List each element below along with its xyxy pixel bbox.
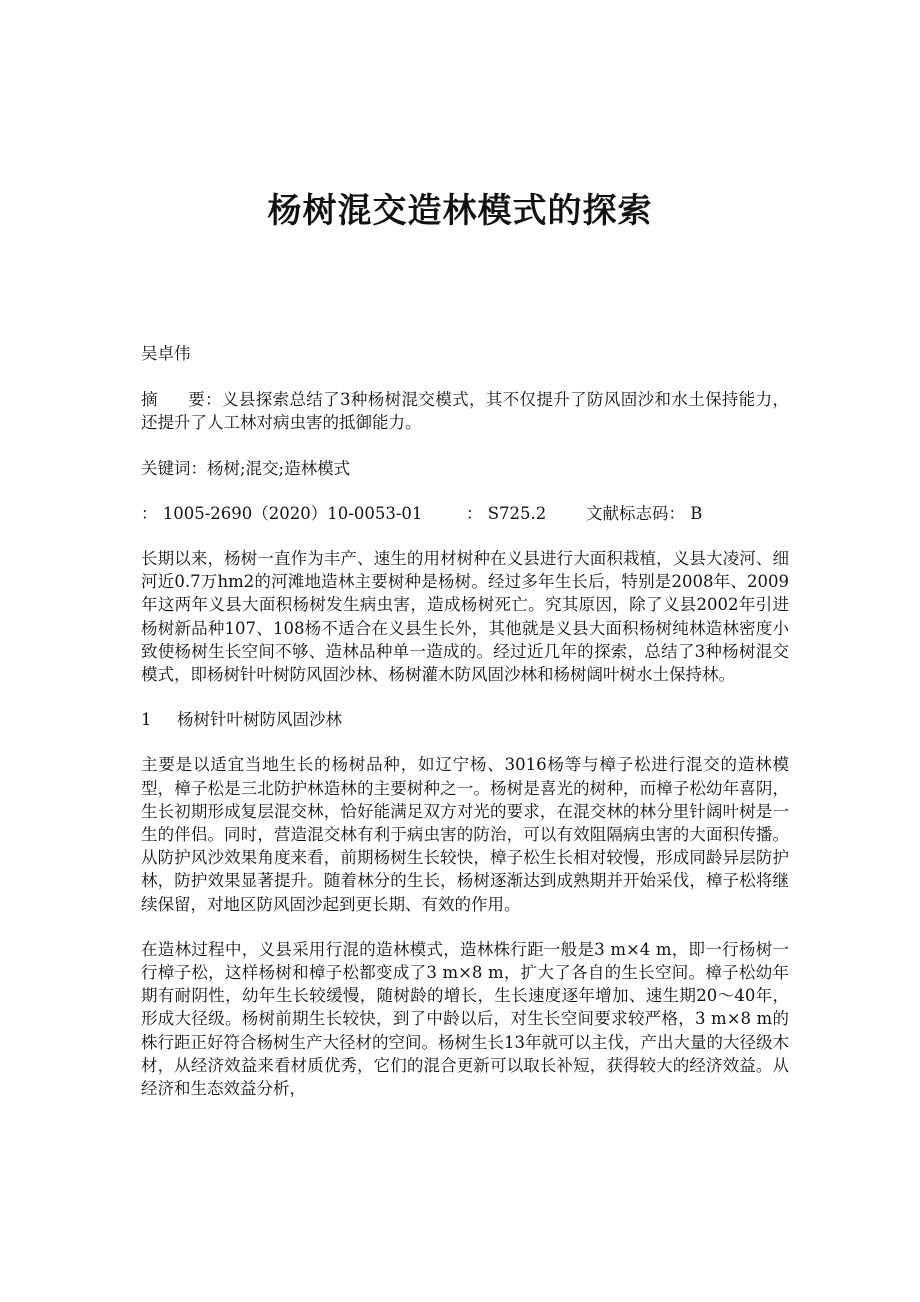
section-title: 杨树针叶树防风固沙林 — [177, 710, 342, 730]
keywords-text: 杨树;混交;造林模式 — [207, 458, 351, 478]
body-paragraph: 在造林过程中，义县采用行混的造林模式，造林株行距一般是3 m×4 m，即一行杨树一行樟子松，这样杨树和樟子松都变成了3 m×8 m，扩大了各自的生长空间。樟子松幼年期有耐阴性，幼年生长较缓慢，随树龄的增长，生长速度逐年增加、速生期20～40年，形成大径级。杨树前期生长较快，到了中龄以后，对生长空间要求较严格，3 m×8 m的株行距正好符合杨树生产大径材的空间。杨树生长13年就可以主伐，产出大量的大径级木材，从经济效益来看材质优秀，它们的混合更新可以取长补短，获得较大的经济效益。从经济和生态效益分析， — [141, 939, 789, 1099]
abstract-label — [141, 390, 222, 409]
document-body — [141, 342, 789, 1122]
document-title: 杨树混交造林模式的探索 — [267, 191, 653, 231]
section-heading — [141, 708, 789, 731]
section-number: 1 — [141, 710, 152, 730]
clc-number: ： S725.2 — [466, 503, 547, 523]
abstract-label-right: 要： — [187, 390, 222, 410]
author-name: 吴卓伟 — [141, 344, 191, 363]
intro-paragraph: 长期以来，杨树一直作为丰产、速生的用材树种在义县进行大面积栽植，义县大凌河、细河近0.7万hm2的河滩地造林主要树种是杨树。经过多年生长后，特别是2008年、2009年这两年义县大面积杨树发生病虫害，造成杨树死亡。究其原因，除了义县2002年引进杨树新品种107、108杨不适合在义县生长外，其他就是义县大面积杨树纯林造林密度小致使杨树生长空间不够、造林品种单一造成的。经过近几年的探索，总结了3种杨树混交模式，即杨树针叶树防风固沙林、杨树灌木防风固沙林和杨树阔叶树水土保持林。 — [141, 549, 789, 685]
body-paragraph: 主要是以适宜当地生长的杨树品种，如辽宁杨、3016杨等与樟子松进行混交的造林模型，樟子松是三北防护林造林的主要树种之一。杨树是喜光的树种，而樟子松幼年喜阴，生长初期形成复层混交林，恰好能满足双方对光的要求，在混交林的林分里针阔叶树是一生的伴侣。同时，营造混交林有利于病虫害的防治，可以有效阻隔病虫害的大面积传播。从防护风沙效果角度来看，前期杨树生长较快，樟子松生长相对较慢，形成同龄异层防护林，防护效果显著提升。随着林分的生长，杨树逐渐达到成熟期并开始采伐，樟子松将继续保留，对地区防风固沙起到更长期、有效的作用。 — [141, 755, 789, 914]
abstract-label-left: 摘 — [141, 390, 158, 410]
issn-number: ： 1005-2690（2020）10-0053-01 — [141, 503, 423, 523]
keywords — [141, 457, 789, 480]
keywords-label: 关键词： — [141, 458, 207, 478]
document-code: 文献标志码： B — [586, 503, 703, 523]
abstract — [141, 388, 789, 434]
publication-meta — [141, 502, 789, 525]
abstract-text: 义县探索总结了3种杨树混交模式，其不仅提升了防风固沙和水土保持能力，还提升了人工林对病虫害的抵御能力。 — [141, 390, 790, 433]
